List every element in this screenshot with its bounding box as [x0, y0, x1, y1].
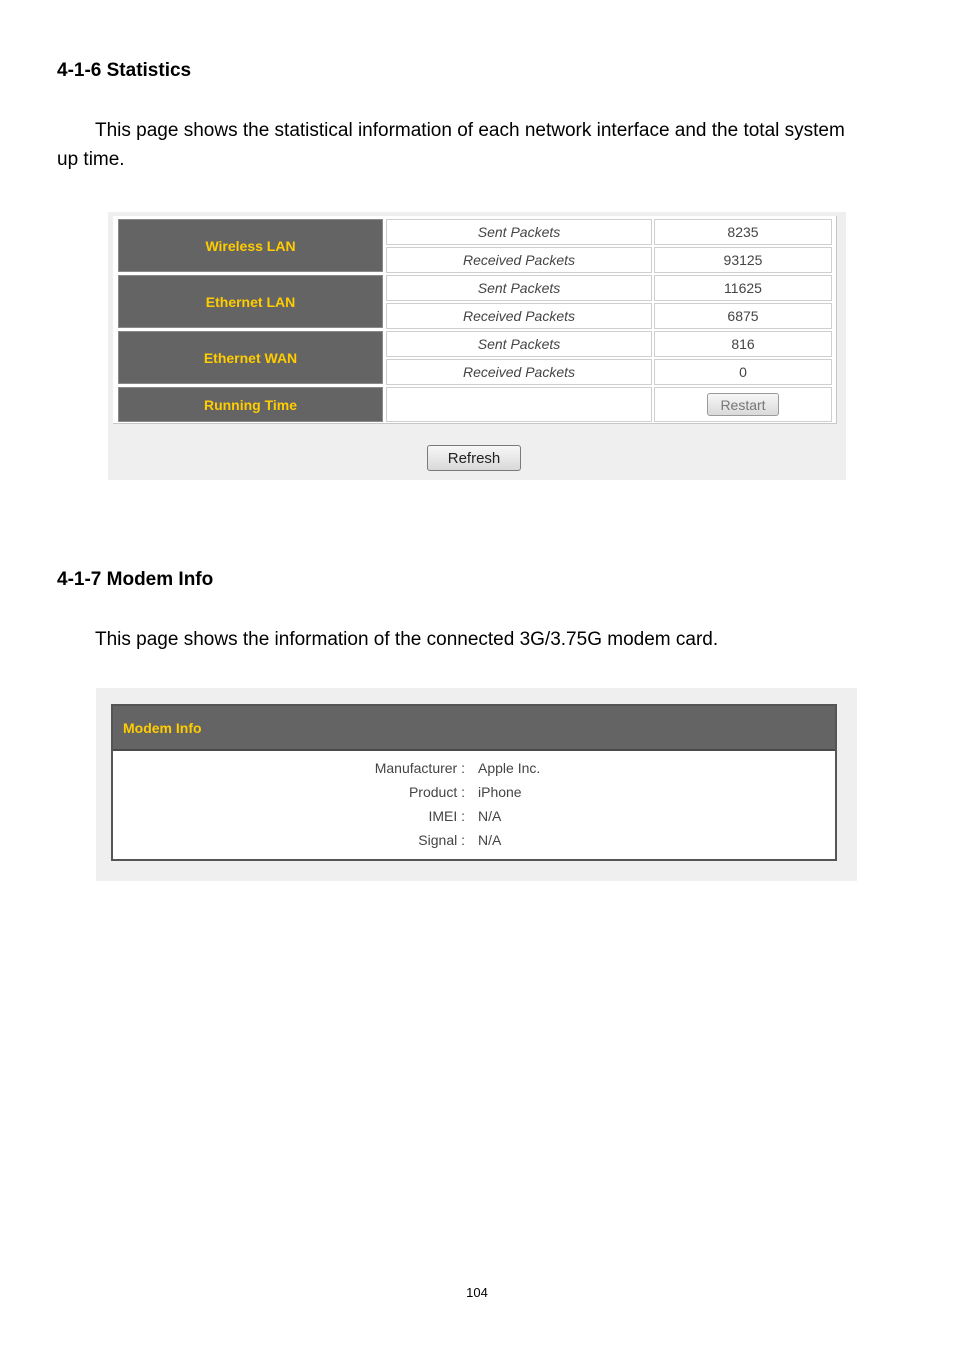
product-row — [113, 784, 835, 806]
ethernet-wan-sent-label: Sent Packets — [386, 331, 652, 357]
ethernet-wan-received-label: Received Packets — [386, 359, 652, 385]
imei-row — [113, 808, 835, 830]
statistics-description — [57, 116, 857, 174]
ethernet-wan-label: Ethernet WAN — [118, 331, 383, 384]
restart-cell — [654, 387, 832, 422]
running-time-label: Running Time — [118, 387, 383, 422]
ethernet-wan-sent-value: 816 — [654, 331, 832, 357]
wireless-lan-received-value: 93125 — [654, 247, 832, 273]
page-number: 104 — [466, 1285, 488, 1300]
signal-label: Signal : — [418, 832, 465, 848]
imei-label: IMEI : — [428, 808, 465, 824]
modem-info-description — [57, 625, 857, 654]
statistics-description-text: This page shows the statistical information of each network interface and the total system up time. — [57, 120, 845, 170]
restart-button[interactable]: Restart — [707, 393, 779, 416]
wireless-lan-label: Wireless LAN — [118, 219, 383, 272]
statistics-heading: 4-1-6 Statistics — [57, 60, 192, 81]
statistics-table — [113, 216, 837, 424]
manufacturer-label: Manufacturer : — [374, 760, 465, 776]
statistics-panel — [108, 212, 846, 480]
ethernet-lan-received-label: Received Packets — [386, 303, 652, 329]
ethernet-lan-sent-value: 11625 — [654, 275, 832, 301]
product-value: iPhone — [478, 784, 522, 800]
ethernet-wan-received-value: 0 — [654, 359, 832, 385]
manufacturer-value: Apple Inc. — [478, 760, 541, 776]
manufacturer-row — [113, 760, 835, 782]
product-label: Product : — [408, 784, 465, 800]
refresh-button[interactable]: Refresh — [427, 445, 521, 471]
modem-info-panel — [96, 688, 857, 881]
ethernet-lan-received-value: 6875 — [654, 303, 832, 329]
modem-info-description-text: This page shows the information of the connected 3G/3.75G modem card. — [95, 629, 719, 650]
wireless-lan-received-label: Received Packets — [386, 247, 652, 273]
signal-value: N/A — [478, 832, 502, 848]
wireless-lan-sent-label: Sent Packets — [386, 219, 652, 245]
modem-info-heading: 4-1-7 Modem Info — [57, 569, 214, 590]
imei-value: N/A — [478, 808, 502, 824]
ethernet-lan-sent-label: Sent Packets — [386, 275, 652, 301]
running-time-value — [386, 387, 652, 422]
ethernet-lan-label: Ethernet LAN — [118, 275, 383, 328]
signal-row — [113, 832, 835, 854]
wireless-lan-sent-value: 8235 — [654, 219, 832, 245]
modem-info-title: Modem Info — [113, 706, 835, 751]
modem-info-box — [111, 704, 837, 861]
